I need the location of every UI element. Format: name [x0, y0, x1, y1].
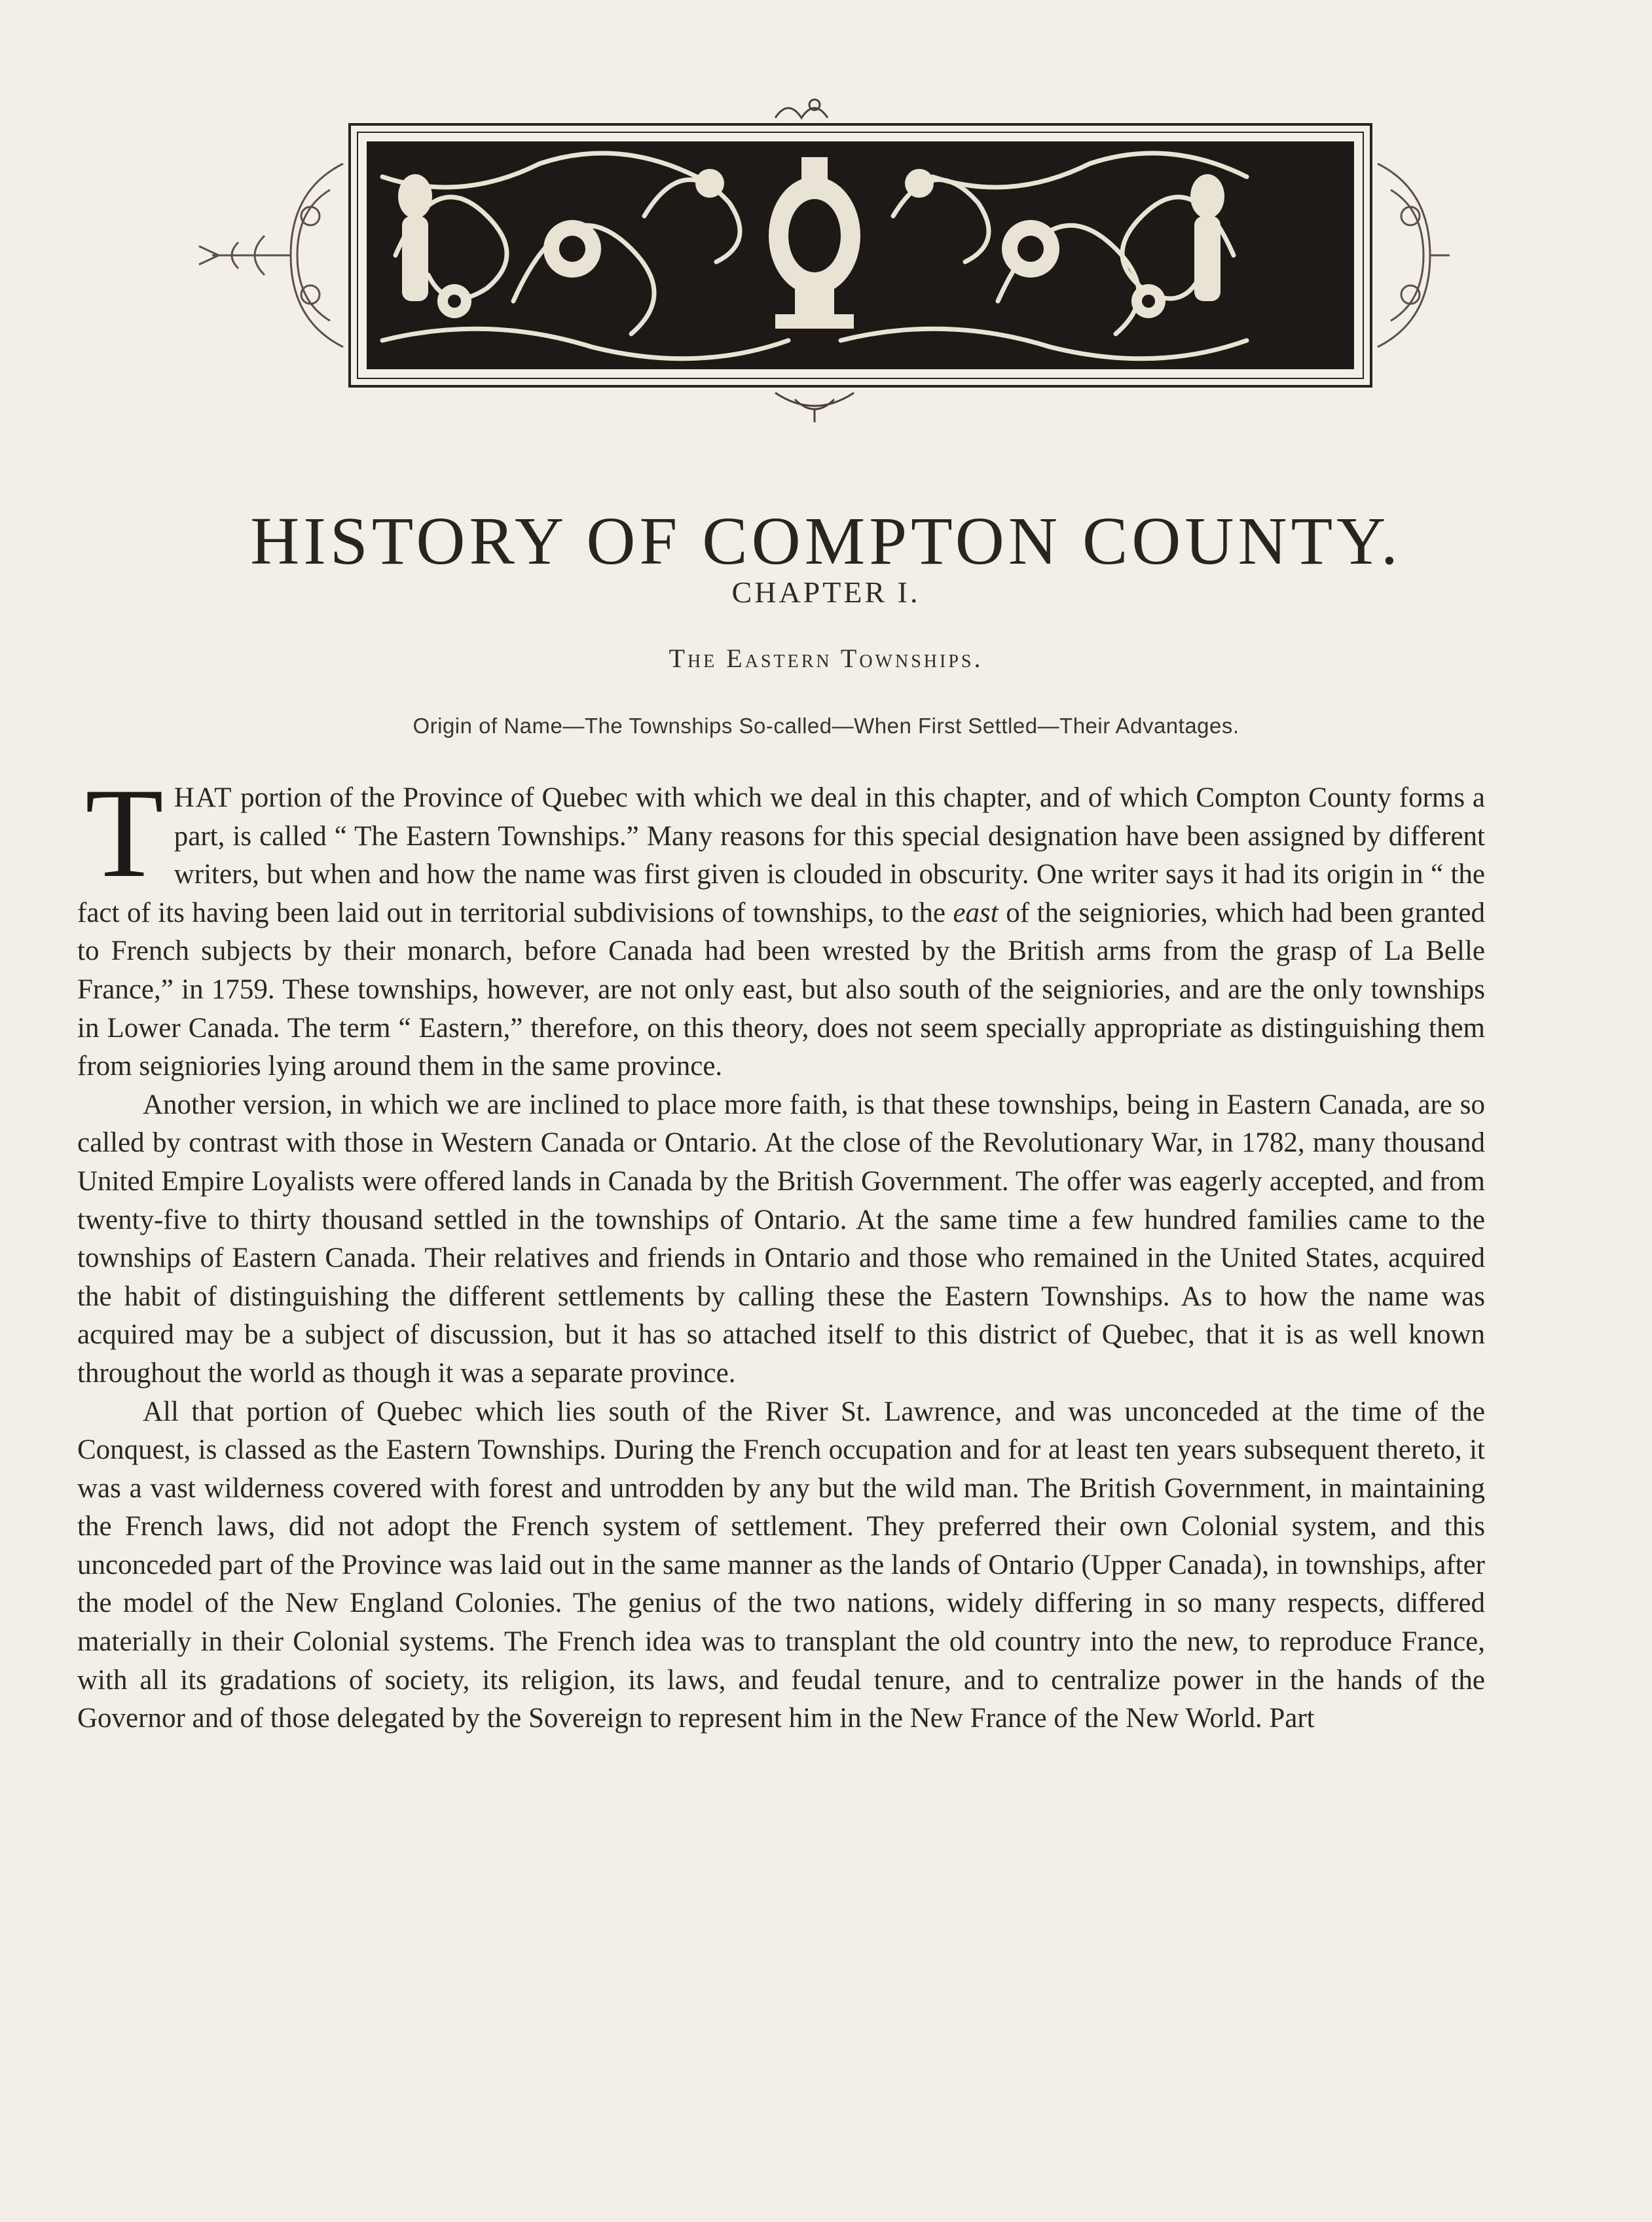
- chapter-heading: CHAPTER I.: [731, 575, 921, 609]
- decorative-header-ornament: [147, 85, 1456, 426]
- chapter-synopsis: Origin of Name—The Townships So-called—When First Settled—Their Advantages.: [413, 714, 1239, 738]
- chapter-subheading: The Eastern Townships.: [669, 644, 983, 673]
- paragraph-1-first-word: HAT: [174, 782, 233, 813]
- paragraph-1-text-b: of the seigniories, which had been granted to French subjects by their monarch, before Canada had been wrested by the British arms from the grasp of La Belle France,” in 1759. These townships, however, are not only east, but also south of the seigniories, and are the only townships in Lower Canada. The term “ Eastern,” therefore, on this theory, does not seem specially appropriate as distinguishing them from seigniories lying around them in the same province.: [77, 897, 1485, 1082]
- drop-cap: T: [85, 762, 164, 904]
- paragraph-1-text-a: portion of the Province of Quebec with which we deal in this chapter, and of which Compton County forms a part, is called “ The Eastern Townships.” Many reasons for this special designation have been assigned by different writers, but when and how the name was first given is clouded in obscurity. One writer says it had its origin in “ the fact of its having been laid out in territorial subdivisions of townships, to the: [77, 782, 1485, 928]
- page-title: HISTORY OF COMPTON COUNTY.: [250, 503, 1402, 579]
- paragraph-3: All that portion of Quebec which lies south of the River St. Lawrence, and was unconceded at the time of the Conquest, is classed as the Eastern Townships. During the French occupation and for at least ten years subsequent thereto, it was a vast wilderness covered with forest and untrodden by any but the wild man. The British Government, in maintaining the French laws, did not adopt the French system of settlement. They preferred their own Colonial system, and this unconceded part of the Province was laid out in the same manner as the lands of Ontario (Upper Canada), in townships, after the model of the New England Colonies. The genius of the two nations, widely differing in so many respects, differed materially in their Colonial systems. The French idea was to transplant the old country into the new, to reproduce France, with all its gradations of society, its religion, its laws, and feudal tenure, and to centralize power in the hands of the Governor and of those delegated by the Sovereign to represent him in the New France of the New World. Part: [77, 1396, 1485, 1734]
- paragraph-2: Another version, in which we are inclined to place more faith, is that these townships, being in Eastern Canada, are so called by contrast with those in Western Canada or Ontario. At the close of the Revolutionary War, in 1782, many thousand United Empire Loyalists were offered lands in Canada by the British Government. The offer was eagerly accepted, and from twenty-five to thirty thousand settled in the townships of Ontario. At the same time a few hundred families came to the townships of Eastern Canada. Their relatives and friends in Ontario and those who remained in the United States, acquired the habit of distinguishing the different settlements by calling these the Eastern Townships. As to how the name was acquired may be a subject of discussion, but it has so attached itself to this district of Quebec, that it is as well known throughout the world as though it was a separate province.: [77, 1089, 1485, 1389]
- ornament-top-finial: [769, 100, 860, 124]
- paragraph-1-emphasis: east: [953, 897, 999, 928]
- paragraph-1: [77, 762, 1485, 1086]
- chapter-body: [77, 762, 1485, 1738]
